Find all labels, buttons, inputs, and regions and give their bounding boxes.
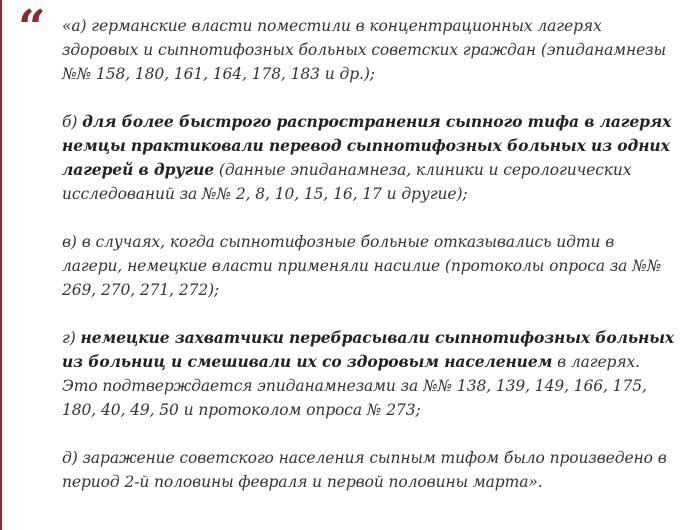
quote-paragraph-c: [62, 230, 676, 302]
paragraph-suffix: в лагерях. Это подтверждается эпиданамнезами за №№ 138, 139, 149, 166, 175, 180, 40, 49, 50 и протоколом опроса № 273;: [62, 353, 647, 419]
quote-paragraph-b: [62, 110, 676, 206]
paragraph-emphasis: для более быстрого распространения сыпного тифа в лагерях немцы практиковали перевод сыпнотифозных больных из одних лагерей в другие: [62, 112, 672, 179]
quote-paragraph-e: [62, 446, 676, 494]
paragraph-text: «а) германские власти поместили в концентрационных лагерях здоровых и сыпнотифозных больных советских граждан (эпиданамнезы №№ 158, 180, 161, 164, 178, 183 и др.);: [62, 17, 667, 83]
quote-paragraph-a: [62, 14, 676, 86]
paragraph-emphasis: немецкие захватчики перебрасывали сыпнотифозных больных из больниц и смешивали их со здоровым населением: [62, 328, 675, 371]
quote-paragraph-d: [62, 326, 676, 422]
paragraph-text: д) заражение советского населения сыпным тифом было произведено в период 2-й половины февраля и первой половины марта».: [62, 449, 667, 491]
paragraph-text: в) в случаях, когда сыпнотифозные больные отказывались идти в лагери, немецкие власти применяли насилие (протоколы опроса за №№ 269, 270, 271, 272);: [62, 233, 662, 299]
paragraph-suffix: (данные эпиданамнеза, клиники и серологических исследований за №№ 2, 8, 10, 15, 16, 17 и другие);: [62, 161, 632, 203]
quote-mark-icon: “: [18, 0, 46, 56]
paragraph-prefix: б): [62, 113, 83, 131]
paragraph-prefix: г): [62, 329, 81, 347]
